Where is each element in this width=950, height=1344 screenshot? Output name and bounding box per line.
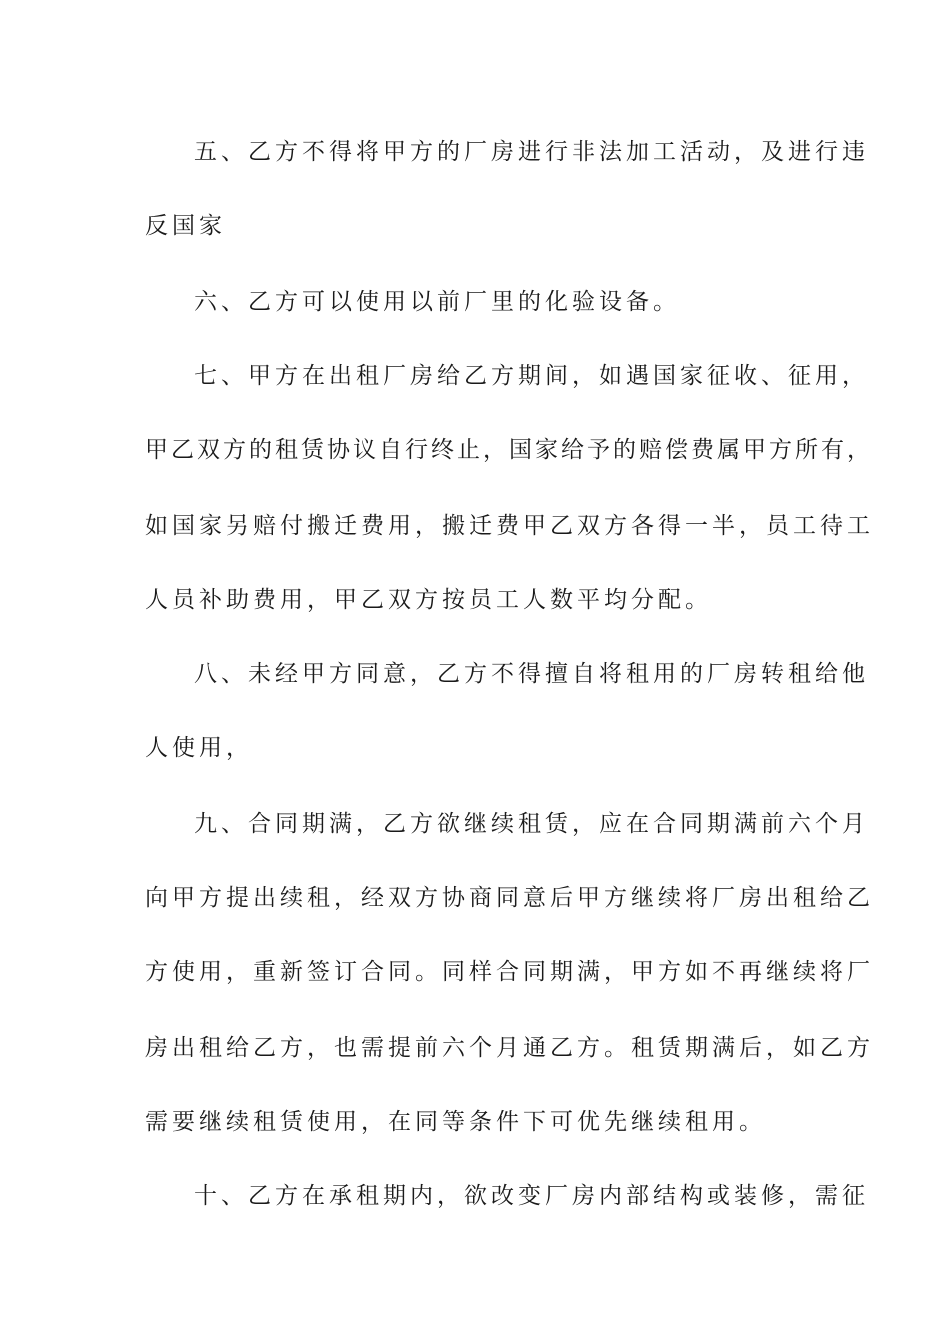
paragraph-line: 七、甲方在出租厂房给乙方期间，如遇国家征收、征用，	[194, 363, 869, 389]
paragraph-line: 向甲方提出续租，经双方协商同意后甲方继续将厂房出租给乙	[145, 885, 874, 911]
paragraph-line: 十、乙方在承租期内，欲改变厂房内部结构或装修，需征	[194, 1183, 869, 1209]
paragraph-line: 甲乙双方的租赁协议自行终止，国家给予的赔偿费属甲方所有，	[145, 437, 873, 463]
paragraph-line: 需要继续租赁使用，在同等条件下可优先继续租用。	[145, 1109, 766, 1135]
paragraph-line: 反国家	[145, 213, 226, 239]
paragraph-line: 如国家另赔付搬迁费用，搬迁费甲乙双方各得一半，员工待工	[145, 513, 874, 539]
paragraph-line: 八、未经甲方同意，乙方不得擅自将租用的厂房转租给他	[194, 661, 869, 687]
paragraph-line: 人使用，	[145, 735, 253, 761]
paragraph-line: 九、合同期满，乙方欲继续租赁，应在合同期满前六个月	[194, 811, 869, 837]
paragraph-line: 五、乙方不得将甲方的厂房进行非法加工活动，及进行违	[194, 139, 869, 165]
paragraph-line: 六、乙方可以使用以前厂里的化验设备。	[194, 289, 680, 315]
paragraph-line: 房出租给乙方，也需提前六个月通乙方。租赁期满后，如乙方	[145, 1035, 874, 1061]
paragraph-line: 人员补助费用，甲乙双方按员工人数平均分配。	[145, 587, 712, 613]
paragraph-line: 方使用，重新签订合同。同样合同期满，甲方如不再继续将厂	[145, 959, 874, 985]
